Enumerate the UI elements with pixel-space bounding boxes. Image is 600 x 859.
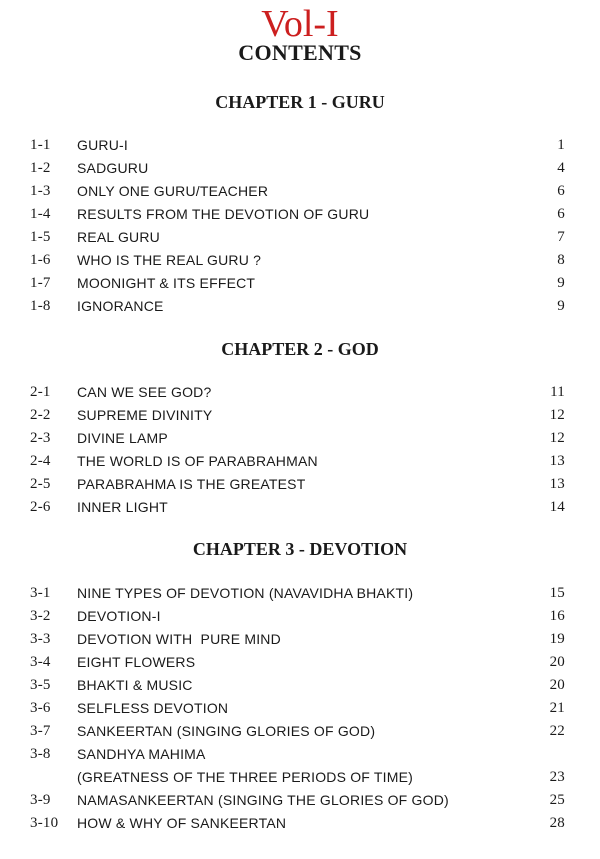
- entry-page-number: 6: [557, 183, 565, 199]
- entry-title: REAL GURU: [77, 229, 160, 245]
- toc-entry: [0, 381, 600, 403]
- chapter-heading: CHAPTER 2 - GOD: [221, 339, 379, 359]
- entry-number: 3-4: [30, 654, 51, 670]
- entry-number: 1-1: [30, 137, 51, 153]
- toc-entry: [0, 651, 600, 673]
- entry-number: 3-5: [30, 677, 51, 693]
- entry-page-number: 14: [549, 499, 565, 515]
- entry-title: THE WORLD IS OF PARABRAHMAN: [77, 453, 318, 469]
- entry-page-number: 4: [557, 160, 565, 176]
- entry-number: 1-7: [30, 275, 51, 291]
- entry-number: 1-6: [30, 252, 51, 268]
- entry-page-number: 13: [549, 476, 565, 492]
- entry-page-number: 19: [549, 631, 565, 647]
- entry-title: GURU-I: [77, 137, 128, 153]
- entry-title: SANDHYA MAHIMA: [77, 746, 206, 762]
- toc-entry: [0, 295, 600, 317]
- toc-entry: [0, 473, 600, 495]
- entry-number: 2-4: [30, 453, 51, 469]
- entry-page-number: 13: [549, 453, 565, 469]
- volume-title: Vol-I: [261, 3, 339, 45]
- entry-title: RESULTS FROM THE DEVOTION OF GURU: [77, 206, 370, 222]
- entry-title: BHAKTI & MUSIC: [77, 677, 193, 693]
- toc-entry: [0, 582, 600, 604]
- entry-title: DIVINE LAMP: [77, 430, 168, 446]
- entry-title: ONLY ONE GURU/TEACHER: [77, 183, 269, 199]
- toc-entry: [0, 720, 600, 742]
- entry-number: 3-9: [30, 792, 51, 808]
- toc-entry: [0, 427, 600, 449]
- entry-page-number: 12: [549, 430, 565, 446]
- entry-number: 1-4: [30, 206, 51, 222]
- entry-number: 3-1: [30, 585, 51, 601]
- entry-title: WHO IS THE REAL GURU ?: [77, 252, 262, 268]
- toc-entry: [0, 404, 600, 426]
- entry-page-number: 11: [550, 384, 565, 400]
- entry-title: EIGHT FLOWERS: [77, 654, 196, 670]
- entry-number: 1-8: [30, 298, 51, 314]
- entry-number: 3-2: [30, 608, 51, 624]
- entry-number: 1-3: [30, 183, 51, 199]
- toc-entry: [0, 180, 600, 202]
- toc-entry: [0, 605, 600, 627]
- entry-page-number: 8: [557, 252, 565, 268]
- entry-page-number: 9: [557, 298, 565, 314]
- toc-entry: [0, 203, 600, 225]
- entry-page-number: 22: [549, 723, 565, 739]
- entry-page-number: 6: [557, 206, 565, 222]
- entry-page-number: 23: [549, 769, 565, 785]
- toc-entry: [0, 812, 600, 834]
- entry-title: MOONIGHT & ITS EFFECT: [77, 275, 256, 291]
- toc-entry: [0, 226, 600, 248]
- entry-number: 3-10: [30, 815, 59, 831]
- toc-entry: [0, 249, 600, 271]
- entry-page-number: 25: [549, 792, 565, 808]
- entry-number: 1-2: [30, 160, 51, 176]
- entry-title: NAMASANKEERTAN (SINGING THE GLORIES OF GOD): [77, 792, 449, 808]
- entry-page-number: 16: [549, 608, 565, 624]
- entry-page-number: 28: [549, 815, 565, 831]
- entry-title: HOW & WHY OF SANKEERTAN: [77, 815, 287, 831]
- entry-page-number: 7: [557, 229, 565, 245]
- entry-number: 2-1: [30, 384, 51, 400]
- entry-title: SADGURU: [77, 160, 149, 176]
- entry-page-number: 12: [549, 407, 565, 423]
- entry-number: 3-7: [30, 723, 51, 739]
- entry-page-number: 1: [557, 137, 565, 153]
- entry-number: 2-2: [30, 407, 51, 423]
- chapter-heading: CHAPTER 3 - DEVOTION: [192, 539, 408, 559]
- toc-entry: [0, 789, 600, 811]
- toc-entry: [0, 743, 600, 765]
- entry-title: NINE TYPES OF DEVOTION (NAVAVIDHA BHAKTI): [77, 585, 414, 601]
- toc-entry-continuation: [0, 766, 600, 788]
- toc-entry: [0, 674, 600, 696]
- entry-title: PARABRAHMA IS THE GREATEST: [77, 476, 306, 492]
- toc-entry: [0, 628, 600, 650]
- entry-title: SUPREME DIVINITY: [77, 407, 213, 423]
- toc-entry: [0, 450, 600, 472]
- entry-title: SELFLESS DEVOTION: [77, 700, 229, 716]
- entry-title: SANKEERTAN (SINGING GLORIES OF GOD): [77, 723, 376, 739]
- entry-page-number: 20: [549, 677, 565, 693]
- entry-page-number: 15: [549, 585, 565, 601]
- toc-entry: [0, 157, 600, 179]
- entry-number: 3-6: [30, 700, 51, 716]
- entry-page-number: 21: [549, 700, 565, 716]
- entry-title: (GREATNESS OF THE THREE PERIODS OF TIME): [77, 769, 414, 785]
- entry-number: 1-5: [30, 229, 51, 245]
- entry-number: 3-3: [30, 631, 51, 647]
- entry-title: INNER LIGHT: [77, 499, 168, 515]
- entry-number: 3-8: [30, 746, 51, 762]
- contents-title: CONTENTS: [238, 40, 362, 65]
- entry-page-number: 9: [557, 275, 565, 291]
- toc-entry: [0, 496, 600, 518]
- entry-page-number: 20: [549, 654, 565, 670]
- entry-title: DEVOTION-I: [77, 608, 161, 624]
- entry-title: CAN WE SEE GOD?: [77, 384, 212, 400]
- toc-entry: [0, 134, 600, 156]
- toc-entry: [0, 272, 600, 294]
- entry-number: 2-3: [30, 430, 51, 446]
- chapter-heading: CHAPTER 1 - GURU: [215, 92, 385, 112]
- entry-number: 2-6: [30, 499, 51, 515]
- entry-number: 2-5: [30, 476, 51, 492]
- entry-title: DEVOTION WITH PURE MIND: [77, 631, 281, 647]
- toc-entry: [0, 697, 600, 719]
- entry-title: IGNORANCE: [77, 298, 164, 314]
